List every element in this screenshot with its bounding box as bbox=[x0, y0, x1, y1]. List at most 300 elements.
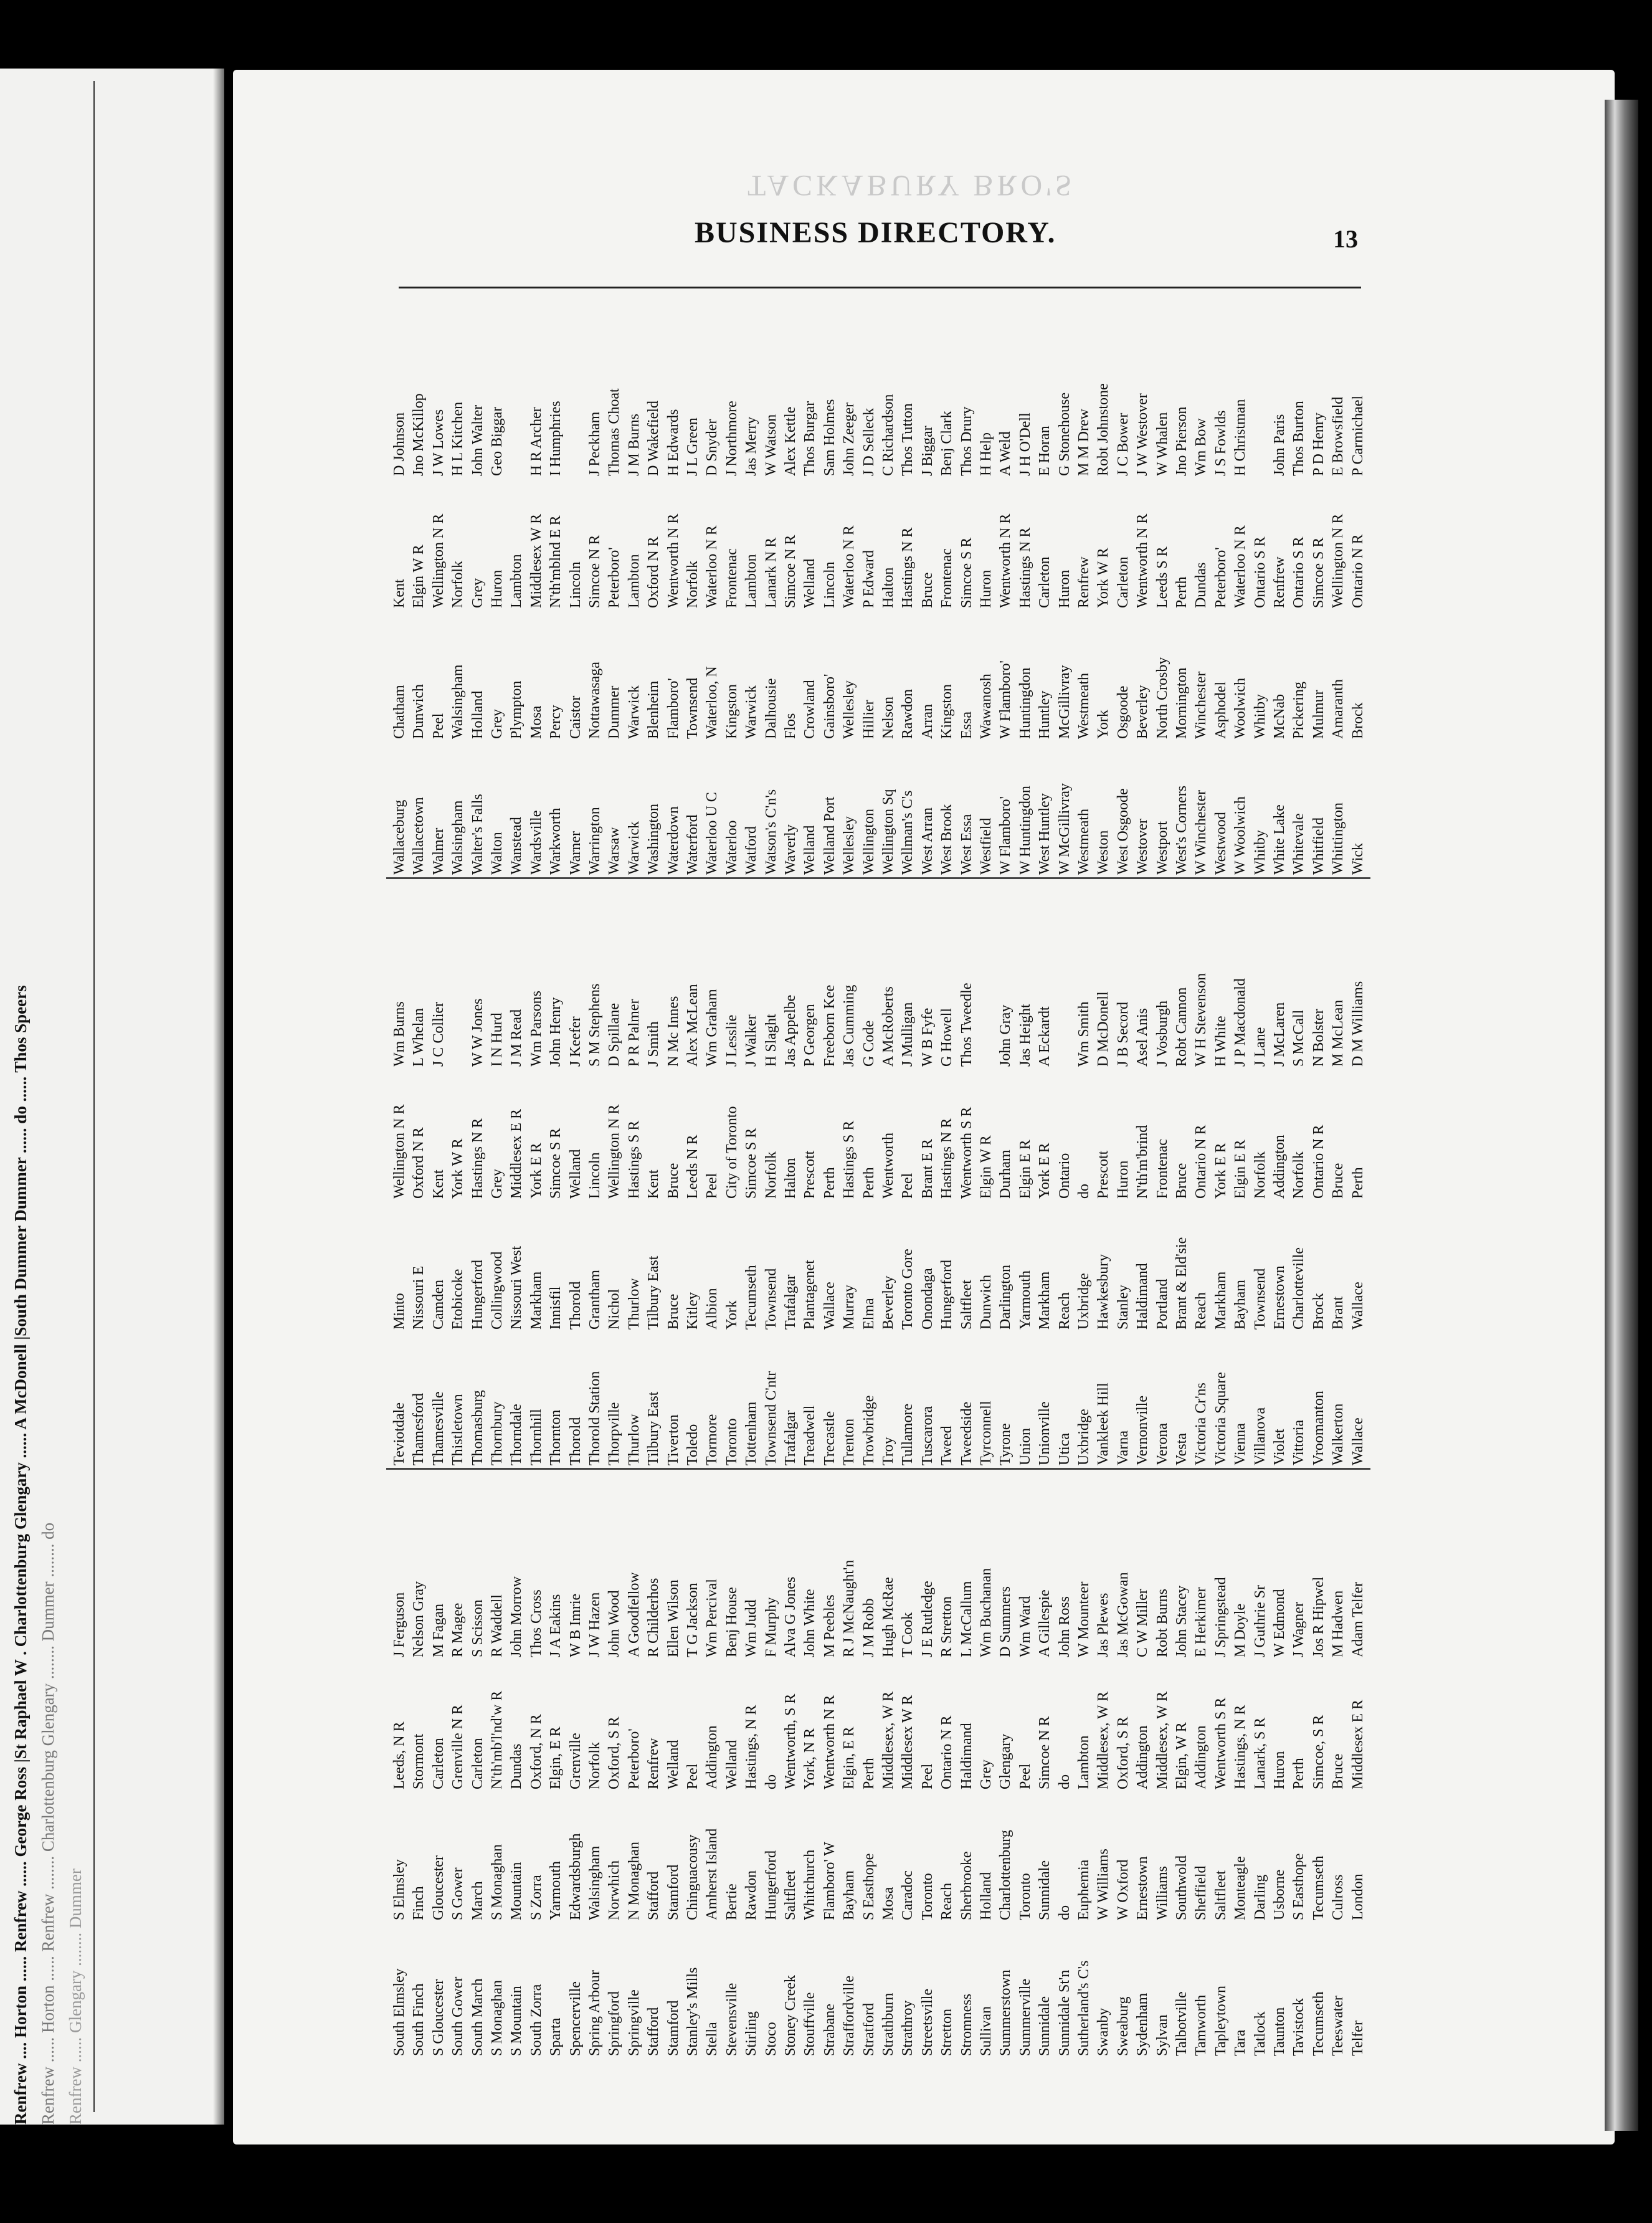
post-office-cell: Tottenham bbox=[743, 1401, 760, 1465]
postmaster-cell: D M Williams bbox=[1349, 981, 1366, 1067]
post-office-cell: Thornhill bbox=[528, 1409, 544, 1465]
postmaster-cell: John White bbox=[802, 1589, 819, 1657]
township-cell: Charlottenburg bbox=[997, 1830, 1014, 1920]
township-cell: Saltfleet bbox=[958, 1280, 975, 1330]
postmaster-cell: Asel Anis bbox=[1134, 1007, 1151, 1067]
post-office-cell: Telfer bbox=[1349, 2021, 1366, 2056]
county-cell: Carleton bbox=[1114, 556, 1131, 608]
spine-shadow bbox=[213, 69, 224, 2125]
column-divider bbox=[386, 877, 1370, 879]
county-cell: Wentworth S R bbox=[958, 1107, 975, 1199]
directory-row bbox=[959, 883, 976, 1465]
directory-row bbox=[587, 883, 604, 1465]
county-cell: Huron bbox=[1114, 1160, 1131, 1199]
county-cell: Oxford, N R bbox=[528, 1714, 544, 1789]
postmaster-cell: Sam Holmes bbox=[821, 399, 838, 476]
directory-row bbox=[704, 883, 721, 1465]
postmaster-cell: John Zeeger bbox=[841, 402, 858, 476]
post-office-cell: Sunnidale bbox=[1037, 1996, 1053, 2056]
directory-row bbox=[880, 1473, 897, 2056]
directory-row bbox=[1232, 883, 1249, 1465]
county-cell: Peterboro' bbox=[606, 547, 623, 608]
postmaster-cell: N Mc Innes bbox=[665, 996, 681, 1067]
county-cell: Addington bbox=[704, 1725, 721, 1789]
post-office-cell: Tecumseth bbox=[1310, 1991, 1327, 2056]
postmaster-cell: John Walter bbox=[469, 404, 486, 476]
township-cell: Brock bbox=[1310, 1293, 1327, 1330]
post-office-cell: Wellington bbox=[860, 808, 877, 875]
county-cell: Kent bbox=[430, 1169, 447, 1199]
post-office-cell: Streetsville bbox=[919, 1989, 936, 2056]
township-cell: Yarmouth bbox=[1017, 1270, 1033, 1330]
township-cell: Kingston bbox=[723, 683, 740, 739]
directory-row bbox=[528, 292, 545, 875]
postmaster-cell: W Watson bbox=[762, 414, 779, 476]
county-cell: York W R bbox=[1095, 548, 1112, 608]
post-office-cell: Treadwell bbox=[802, 1405, 819, 1465]
county-cell: Perth bbox=[821, 1167, 838, 1199]
county-cell: Lanark N R bbox=[762, 537, 779, 608]
post-office-cell: Sweaburg bbox=[1114, 1996, 1131, 2056]
township-cell: Wellesley bbox=[841, 680, 858, 739]
postmaster-cell: Alex Kettle bbox=[782, 406, 799, 476]
directory-row bbox=[978, 883, 995, 1465]
county-cell: Grenville N R bbox=[450, 1705, 467, 1789]
county-cell: Simcoe S R bbox=[1310, 537, 1327, 608]
county-cell: Simcoe N R bbox=[1037, 1716, 1053, 1789]
post-office-cell: Sutherland's C's bbox=[1076, 1960, 1092, 2056]
township-cell: Reach bbox=[1056, 1292, 1073, 1330]
post-office-cell: Stoney Creek bbox=[782, 1975, 799, 2056]
post-office-cell: Walsingham bbox=[450, 800, 467, 875]
directory-row bbox=[1330, 1473, 1347, 2056]
township-cell: S Zorra bbox=[528, 1875, 544, 1920]
county-cell: Perth bbox=[1174, 576, 1190, 608]
postmaster-cell: Geo Biggar bbox=[489, 406, 505, 476]
post-office-cell: Walmer bbox=[430, 827, 447, 875]
directory-row bbox=[1037, 883, 1053, 1465]
post-office-cell: Wardsville bbox=[528, 810, 544, 875]
post-office-cell: Walkerton bbox=[1330, 1403, 1347, 1465]
directory-row bbox=[1213, 1473, 1230, 2056]
township-cell: Trafalgar bbox=[782, 1274, 799, 1330]
directory-row bbox=[763, 1473, 780, 2056]
post-office-cell: Victoria Square bbox=[1212, 1372, 1229, 1465]
post-office-cell: Townsend C'ntr bbox=[762, 1371, 779, 1465]
township-cell: Huntley bbox=[1037, 690, 1053, 739]
county-cell: Middlesex, W R bbox=[1154, 1691, 1170, 1789]
post-office-cell: Thorold bbox=[567, 1417, 584, 1465]
township-cell: Reach bbox=[939, 1883, 956, 1920]
postmaster-cell: W B Fyfe bbox=[919, 1007, 936, 1067]
township-cell: Reach bbox=[1193, 1292, 1210, 1330]
directory-row bbox=[508, 292, 525, 875]
postmaster-cell: I Humphries bbox=[548, 401, 564, 476]
directory-row bbox=[1271, 292, 1288, 875]
county-cell: Frontenac bbox=[723, 548, 740, 608]
township-cell: Warwick bbox=[743, 685, 760, 739]
postmaster-cell: Jas Plewes bbox=[1095, 1592, 1112, 1657]
post-office-cell: Thorpville bbox=[606, 1402, 623, 1465]
postmaster-cell: T Cook bbox=[900, 1612, 916, 1657]
postmaster-cell: G Howell bbox=[939, 1008, 956, 1067]
directory-row bbox=[997, 1473, 1014, 2056]
township-cell: Stafford bbox=[645, 1871, 662, 1920]
county-cell: Wentworth N R bbox=[665, 513, 681, 608]
township-cell: Mosa bbox=[880, 1887, 896, 1920]
county-cell: Lincoln bbox=[821, 561, 838, 608]
directory-row bbox=[587, 1473, 604, 2056]
post-office-cell: Stretton bbox=[939, 2009, 956, 2056]
directory-row bbox=[743, 292, 760, 875]
directory-row bbox=[606, 1473, 623, 2056]
county-cell: Elgin E R bbox=[1017, 1140, 1033, 1199]
county-cell: Kent bbox=[391, 579, 407, 608]
directory-row bbox=[900, 292, 916, 875]
post-office-cell: Stella bbox=[704, 2022, 721, 2056]
postmaster-cell: Jas McGowan bbox=[1114, 1572, 1131, 1657]
post-office-cell: West Arran bbox=[919, 807, 936, 875]
directory-row bbox=[1115, 1473, 1132, 2056]
postmaster-cell: J D Selleck bbox=[860, 407, 877, 476]
directory-row bbox=[1017, 292, 1034, 875]
directory-row bbox=[1056, 883, 1073, 1465]
post-office-cell: Summerstown bbox=[997, 1969, 1014, 2056]
post-office-cell: Westover bbox=[1134, 818, 1151, 875]
county-cell: Ontario N R bbox=[939, 1715, 956, 1789]
township-cell: Mountain bbox=[508, 1862, 525, 1920]
township-cell: S Easthope bbox=[860, 1853, 877, 1920]
post-office-cell: W McGillivray bbox=[1056, 783, 1073, 875]
post-office-cell: Thomasburg bbox=[469, 1390, 486, 1465]
directory-row bbox=[1056, 292, 1073, 875]
postmaster-cell: J W Westover bbox=[1134, 393, 1151, 476]
township-cell: York bbox=[1095, 710, 1112, 739]
directory-row bbox=[1330, 292, 1347, 875]
township-cell: Elma bbox=[860, 1298, 877, 1330]
township-cell: Hillier bbox=[860, 700, 877, 739]
township-cell: Grantham bbox=[587, 1270, 603, 1330]
post-office-cell: Union bbox=[1017, 1428, 1033, 1465]
post-office-cell: Thamesford bbox=[411, 1393, 427, 1465]
township-cell: Uxbridge bbox=[1076, 1273, 1092, 1330]
township-cell: Winchester bbox=[1193, 671, 1210, 739]
township-cell: Essa bbox=[958, 712, 975, 739]
directory-row bbox=[822, 292, 838, 875]
postmaster-cell: Wm Burns bbox=[391, 1001, 407, 1067]
postmaster-cell: S McCall bbox=[1291, 1009, 1308, 1067]
county-cell: Hastings N R bbox=[900, 527, 916, 608]
county-cell: Addington bbox=[1134, 1725, 1151, 1789]
directory-row bbox=[587, 292, 604, 875]
postmaster-cell: Thos Drury bbox=[958, 406, 975, 476]
county-cell: Middlesex E R bbox=[1349, 1700, 1366, 1789]
county-cell: Waterloo N R bbox=[704, 525, 721, 608]
county-cell: Ontario S R bbox=[1291, 536, 1308, 608]
post-office-cell: Straffordville bbox=[841, 1976, 858, 2056]
township-cell: Innisfil bbox=[548, 1286, 564, 1330]
county-cell: Leeds N R bbox=[685, 1135, 701, 1199]
post-office-cell: Thorndale bbox=[508, 1404, 525, 1465]
post-office-cell: West Huntley bbox=[1037, 793, 1053, 875]
township-cell: Mulmur bbox=[1310, 690, 1327, 739]
directory-row bbox=[645, 883, 662, 1465]
postmaster-cell: Wm Judd bbox=[743, 1599, 760, 1657]
post-office-cell: Talbotville bbox=[1174, 1991, 1190, 2056]
post-office-cell: Thistletown bbox=[450, 1394, 467, 1465]
township-cell: W Oxford bbox=[1114, 1859, 1131, 1920]
directory-row bbox=[606, 883, 623, 1465]
post-office-cell: Warrington bbox=[587, 807, 603, 875]
postmaster-cell: Thomas Choat bbox=[606, 388, 623, 476]
post-office-cell: Stoco bbox=[762, 2022, 779, 2056]
directory-row bbox=[1350, 1473, 1367, 2056]
directory-row bbox=[1076, 292, 1093, 875]
postmaster-cell: John Ross bbox=[1056, 1596, 1073, 1657]
county-cell: Wentworth bbox=[880, 1132, 896, 1199]
directory-row bbox=[1134, 883, 1151, 1465]
directory-row bbox=[782, 292, 799, 875]
postmaster-cell: R J McNaught'n bbox=[841, 1559, 858, 1657]
directory-row bbox=[704, 1473, 721, 2056]
county-cell: do bbox=[1056, 1774, 1073, 1789]
township-cell: S Monaghan bbox=[489, 1844, 505, 1920]
township-cell: Hungerford bbox=[939, 1260, 956, 1330]
postmaster-cell: F Murphy bbox=[762, 1597, 779, 1657]
postmaster-cell: J Guthrie Sr bbox=[1251, 1585, 1268, 1657]
post-office-cell: Taunton bbox=[1271, 2007, 1288, 2056]
post-office-cell: Strathburn bbox=[880, 1992, 896, 2056]
post-office-cell: Unionville bbox=[1037, 1401, 1053, 1465]
county-cell: Ontario S R bbox=[1251, 536, 1268, 608]
postmaster-cell: Benj House bbox=[723, 1587, 740, 1657]
postmaster-cell: Robt Cannon bbox=[1174, 987, 1190, 1067]
postmaster-cell: A McRoberts bbox=[880, 986, 896, 1067]
county-cell: Perth bbox=[860, 1167, 877, 1199]
directory-row bbox=[1252, 292, 1269, 875]
postmaster-cell: Wm Bow bbox=[1193, 418, 1210, 476]
county-cell: Huron bbox=[978, 569, 994, 608]
postmaster-cell: N Bolster bbox=[1310, 1009, 1327, 1067]
directory-row bbox=[861, 883, 878, 1465]
county-cell: Simcoe, S R bbox=[1310, 1715, 1327, 1789]
post-office-cell: South March bbox=[469, 1978, 486, 2056]
township-cell: Markham bbox=[528, 1271, 544, 1330]
post-office-cell: Toledo bbox=[685, 1424, 701, 1465]
county-cell: Prescott bbox=[802, 1150, 819, 1199]
postmaster-cell: D Johnson bbox=[391, 412, 407, 476]
county-cell: Oxford N R bbox=[645, 536, 662, 608]
directory-row bbox=[822, 1473, 838, 2056]
directory-row bbox=[1037, 1473, 1053, 2056]
post-office-cell: Swanby bbox=[1095, 2007, 1112, 2056]
township-cell: York bbox=[723, 1300, 740, 1330]
township-cell: Thurlow bbox=[625, 1278, 642, 1330]
directory-row bbox=[391, 883, 408, 1465]
postmaster-cell: W Edmond bbox=[1271, 1589, 1288, 1657]
county-cell: Lambton bbox=[1076, 1735, 1092, 1789]
county-cell: Wellington N R bbox=[1330, 513, 1347, 608]
county-cell: Welland bbox=[723, 1740, 740, 1789]
township-cell: Brock bbox=[1349, 702, 1366, 739]
township-cell: Bruce bbox=[665, 1293, 681, 1330]
post-office-cell: Warwick bbox=[625, 821, 642, 875]
post-office-cell: Utica bbox=[1056, 1433, 1073, 1465]
township-cell: Dunwich bbox=[978, 1275, 994, 1330]
post-office-cell: South Zorra bbox=[528, 1984, 544, 2056]
postmaster-cell: Jas Cumming bbox=[841, 984, 858, 1067]
directory-row bbox=[430, 1473, 447, 2056]
postmaster-cell: C W Miller bbox=[1134, 1589, 1151, 1657]
post-office-cell: West Essa bbox=[958, 814, 975, 875]
post-office-cell: Trafalgar bbox=[782, 1410, 799, 1465]
township-cell: Flamboro' W bbox=[821, 1842, 838, 1920]
county-cell: Carleton bbox=[1037, 556, 1053, 608]
post-office-cell: Tuscarora bbox=[919, 1406, 936, 1465]
postmaster-cell: Jas Height bbox=[1017, 1004, 1033, 1067]
post-office-cell: Stafford bbox=[645, 2007, 662, 2056]
township-cell: Plantagenet bbox=[802, 1260, 819, 1330]
postmaster-cell: J H O'Dell bbox=[1017, 412, 1033, 476]
directory-row bbox=[1193, 292, 1210, 875]
postmaster-cell: J Biggar bbox=[919, 426, 936, 476]
directory-row bbox=[1193, 883, 1210, 1465]
county-cell: Elgin, E R bbox=[548, 1726, 564, 1789]
county-cell: Wentworth S R bbox=[1212, 1697, 1229, 1789]
directory-row bbox=[959, 1473, 976, 2056]
postmaster-cell: John Stacey bbox=[1174, 1585, 1190, 1657]
township-cell: Monteagle bbox=[1232, 1856, 1249, 1920]
postmaster-cell: M Doyle bbox=[1232, 1604, 1249, 1657]
postmaster-cell: A Eckardt bbox=[1037, 1006, 1053, 1067]
county-cell: York W R bbox=[450, 1138, 467, 1199]
directory-row bbox=[450, 1473, 467, 2056]
directory-row bbox=[939, 883, 956, 1465]
post-office-cell: Teviotdale bbox=[391, 1402, 407, 1465]
post-office-cell: South Gower bbox=[450, 1976, 467, 2056]
post-office-cell: Stamford bbox=[665, 2000, 681, 2056]
postmaster-cell: J P Macdonald bbox=[1232, 978, 1249, 1067]
county-cell: Lanark, S R bbox=[1251, 1717, 1268, 1789]
post-office-cell: Tyrone bbox=[997, 1423, 1014, 1465]
township-cell: Flos bbox=[782, 713, 799, 739]
directory-row bbox=[1311, 1473, 1327, 2056]
township-cell: Mornington bbox=[1174, 667, 1190, 739]
postmaster-cell: M Peebles bbox=[821, 1594, 838, 1657]
county-cell: Welland bbox=[665, 1740, 681, 1789]
directory-row bbox=[1174, 1473, 1190, 2056]
directory-row bbox=[841, 1473, 858, 2056]
postmaster-cell: Jas Merry bbox=[743, 416, 760, 476]
postmaster-cell: J Northmore bbox=[723, 401, 740, 476]
directory-row bbox=[567, 883, 584, 1465]
township-cell: Gainsboro' bbox=[821, 674, 838, 739]
county-cell: Peterboro' bbox=[625, 1728, 642, 1789]
directory-row bbox=[528, 1473, 545, 2056]
postmaster-cell: Wm Ward bbox=[1017, 1596, 1033, 1657]
post-office-cell: Tapleytown bbox=[1212, 1986, 1229, 2056]
postmaster-cell: Jno McKillop bbox=[411, 393, 427, 476]
post-office-cell: Tyrconnell bbox=[978, 1401, 994, 1465]
post-office-cell: W Winchester bbox=[1193, 789, 1210, 875]
directory-row bbox=[489, 1473, 506, 2056]
directory-row bbox=[997, 883, 1014, 1465]
county-cell: Lambton bbox=[508, 554, 525, 608]
postmaster-cell: D McDonell bbox=[1095, 991, 1112, 1067]
postmaster-cell: John Henry bbox=[548, 997, 564, 1067]
directory-row bbox=[685, 292, 701, 875]
postmaster-cell: H Christman bbox=[1232, 399, 1249, 476]
county-cell: Hastings, N R bbox=[1232, 1705, 1249, 1789]
postmaster-cell: G Stonehouse bbox=[1056, 393, 1073, 476]
county-cell: Wentworth N R bbox=[1134, 513, 1151, 608]
directory-row bbox=[841, 292, 858, 875]
township-cell: Hungerford bbox=[469, 1260, 486, 1330]
postmaster-cell: R Stretton bbox=[939, 1596, 956, 1657]
county-cell: Renfrew bbox=[1076, 556, 1092, 608]
township-cell: Warwick bbox=[625, 685, 642, 739]
postmaster-cell: J W Lowes bbox=[430, 409, 447, 476]
post-office-cell: Sullivan bbox=[978, 2006, 994, 2056]
postmaster-cell: J M Burns bbox=[625, 413, 642, 476]
post-office-cell: Tatlock bbox=[1251, 2011, 1268, 2056]
township-cell: Townsend bbox=[685, 677, 701, 739]
county-cell: Wentworth N R bbox=[997, 513, 1014, 608]
directory-row bbox=[1252, 1473, 1269, 2056]
township-cell: Bertie bbox=[723, 1883, 740, 1920]
county-cell: Grenville bbox=[567, 1733, 584, 1789]
directory-row bbox=[508, 1473, 525, 2056]
post-office-cell: W Flamboro' bbox=[997, 796, 1014, 875]
directory-row bbox=[1193, 1473, 1210, 2056]
county-cell: Hastings, N R bbox=[743, 1705, 760, 1789]
township-cell: Portland bbox=[1154, 1278, 1170, 1330]
postmaster-cell: E Browsfield bbox=[1330, 396, 1347, 476]
county-cell: Renfrew bbox=[645, 1738, 662, 1789]
county-cell: Grey bbox=[469, 578, 486, 608]
county-cell: Wellington N R bbox=[391, 1104, 407, 1199]
postmaster-cell: S M Stephens bbox=[587, 983, 603, 1067]
post-office-cell: Whittington bbox=[1330, 802, 1347, 875]
township-cell: Etobicoke bbox=[450, 1269, 467, 1330]
postmaster-cell: Thos Tutton bbox=[900, 403, 916, 476]
directory-row bbox=[645, 292, 662, 875]
township-cell: Saltfleet bbox=[1212, 1870, 1229, 1920]
post-office-cell: Walton bbox=[489, 832, 505, 875]
post-office-cell: Vernonville bbox=[1134, 1396, 1151, 1465]
postmaster-cell: J Smith bbox=[645, 1021, 662, 1067]
directory-row bbox=[900, 883, 916, 1465]
post-office-cell: Waterdown bbox=[665, 806, 681, 875]
county-cell: Bruce bbox=[665, 1163, 681, 1199]
county-cell: Norfolk bbox=[1291, 1151, 1308, 1199]
post-office-cell: Vienna bbox=[1232, 1423, 1249, 1465]
post-office-cell: Trenton bbox=[841, 1418, 858, 1465]
directory-row bbox=[1154, 292, 1171, 875]
township-cell: Darling bbox=[1251, 1874, 1268, 1920]
directory-row bbox=[411, 1473, 427, 2056]
county-cell: do bbox=[762, 1774, 779, 1789]
directory-row bbox=[1350, 883, 1367, 1465]
directory-row bbox=[978, 1473, 995, 2056]
post-office-cell: Stromness bbox=[958, 1993, 975, 2056]
township-cell: Ernestown bbox=[1134, 1856, 1151, 1920]
township-cell: Woolwich bbox=[1232, 677, 1249, 739]
post-office-cell: Spring Arbour bbox=[587, 1970, 603, 2056]
post-office-cell: Westfield bbox=[978, 817, 994, 875]
township-cell: Caradoc bbox=[900, 1870, 916, 1920]
directory-row bbox=[743, 883, 760, 1465]
